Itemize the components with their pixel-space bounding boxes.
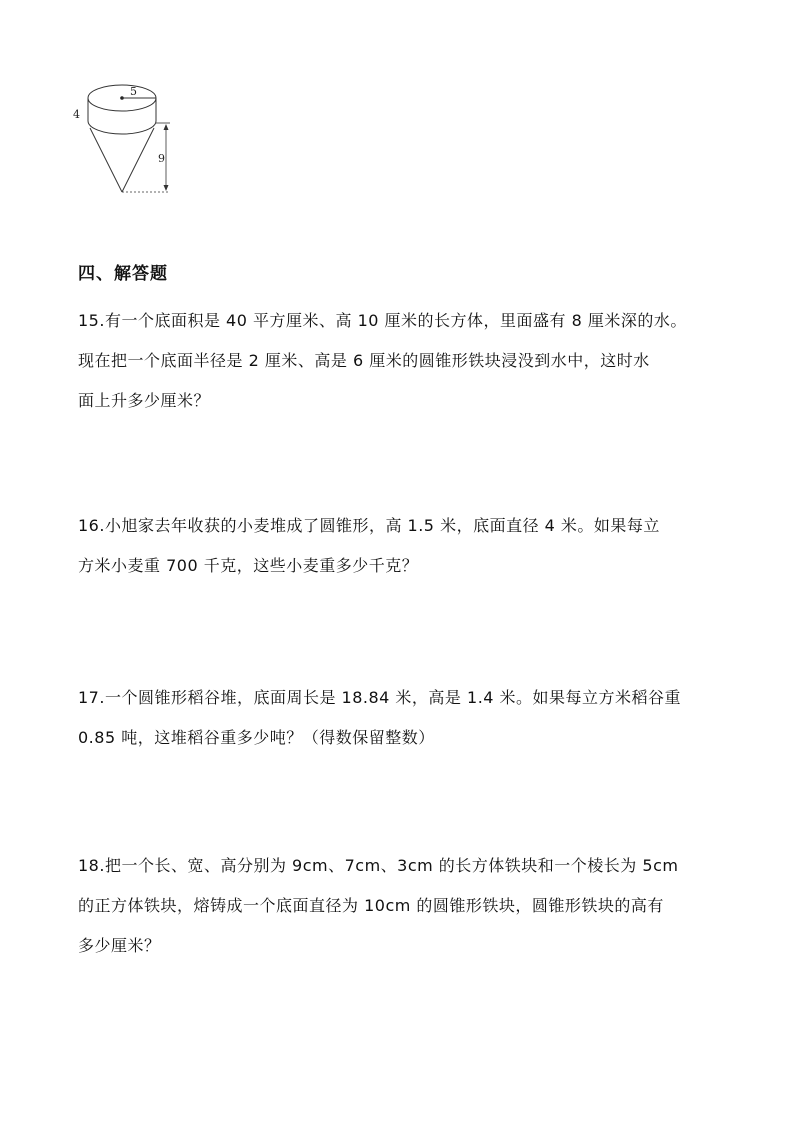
cone-height-label: 9 bbox=[158, 152, 165, 165]
question-line: 多少厘米？ bbox=[78, 936, 161, 955]
question-line: 面上升多少厘米？ bbox=[78, 391, 211, 410]
cylinder-bottom-arc bbox=[88, 121, 156, 134]
question-line: 17.一个圆锥形稻谷堆，底面周长是 18.84 米，高是 1.4 米。如果每立方米稻谷重 bbox=[78, 688, 682, 707]
question-line: 16.小旭家去年收获的小麦堆成了圆锥形，高 1.5 米，底面直径 4 米。如果每立 bbox=[78, 516, 660, 535]
question-line: 0.85 吨，这堆稻谷重多少吨？（得数保留整数） bbox=[78, 728, 435, 747]
cylinder-height-label: 4 bbox=[73, 108, 80, 121]
question-line: 18.把一个长、宽、高分别为 9cm、7cm、3cm 的长方体铁块和一个棱长为 5cm bbox=[78, 856, 679, 875]
cylinder-cone-drawing bbox=[70, 78, 190, 203]
question-16 bbox=[78, 506, 728, 586]
question-15 bbox=[78, 301, 728, 421]
section-title: 四、解答题 bbox=[78, 264, 168, 284]
cone-left-side bbox=[90, 128, 122, 192]
cylinder-cone-figure bbox=[70, 78, 190, 203]
cone-right-side bbox=[122, 128, 154, 192]
question-18 bbox=[78, 846, 728, 966]
question-line: 方米小麦重 700 千克，这些小麦重多少千克？ bbox=[78, 556, 419, 575]
radius-label: 5 bbox=[130, 85, 137, 98]
question-17 bbox=[78, 678, 728, 758]
arrow-up-icon bbox=[164, 124, 169, 130]
question-line: 15.有一个底面积是 40 平方厘米、高 10 厘米的长方体，里面盛有 8 厘米深的水。 bbox=[78, 311, 687, 330]
question-line: 的正方体铁块，熔铸成一个底面直径为 10cm 的圆锥形铁块，圆锥形铁块的高有 bbox=[78, 896, 664, 915]
question-line: 现在把一个底面半径是 2 厘米、高是 6 厘米的圆锥形铁块浸没到水中，这时水 bbox=[78, 351, 650, 370]
arrow-down-icon bbox=[164, 185, 169, 191]
